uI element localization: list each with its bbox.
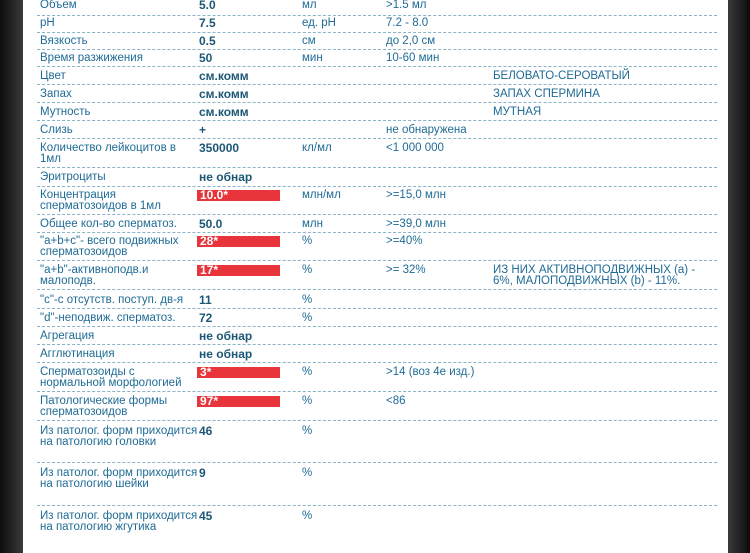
param-name: Запах [40, 88, 72, 100]
param-unit: мин [302, 52, 323, 64]
param-reference: >= 32% [386, 264, 426, 276]
param-value-flagged: 97* [197, 396, 280, 407]
param-value: 50.0 [199, 217, 223, 231]
row-divider [37, 308, 717, 309]
row-divider [37, 120, 717, 121]
page-shadow-right [728, 0, 750, 553]
param-unit: % [302, 425, 313, 437]
param-name: "a+b"-активноподв.и малоподв. [40, 264, 149, 287]
param-value-flagged: 17* [197, 265, 280, 276]
row-divider [37, 326, 717, 327]
param-value: см.комм [199, 87, 249, 101]
param-name: Общее кол-во сперматоз. [40, 218, 177, 230]
row-divider [37, 15, 717, 16]
param-value: 0.5 [199, 34, 216, 48]
param-value: не обнар [199, 329, 253, 343]
param-unit: % [302, 510, 313, 522]
param-value: 11 [199, 293, 212, 307]
param-name: "d"-неподвиж. сперматоз. [40, 312, 176, 324]
param-comment: ИЗ НИХ АКТИВНОПОДВИЖНЫХ (a) - 6%, МАЛОПОДВИЖНЫХ (b) - 11%. [493, 264, 696, 287]
param-value: см.комм [199, 69, 249, 83]
row-divider [37, 84, 717, 85]
param-unit: млн [302, 218, 323, 230]
param-comment: ЗАПАХ СПЕРМИНА [493, 88, 600, 100]
param-name: Объем [40, 0, 77, 11]
row-divider [37, 186, 717, 187]
param-value: + [199, 123, 207, 137]
param-name: Агглютинация [40, 348, 115, 360]
param-reference: <86 [386, 395, 406, 407]
lab-report-page [23, 0, 728, 553]
param-name: Из патолог. форм приходится на патологию шейки [40, 467, 198, 490]
param-comment: МУТНАЯ [493, 106, 542, 118]
param-unit: % [302, 264, 313, 276]
param-name: Цвет [40, 70, 66, 82]
param-value: 45 [199, 509, 213, 523]
param-value-flagged: 3* [197, 367, 280, 378]
param-name: Эритроциты [40, 171, 106, 183]
row-divider [37, 138, 717, 139]
param-value: не обнар [199, 347, 253, 361]
param-unit: % [302, 467, 313, 479]
param-name: Количество лейкоцитов в 1мл [40, 142, 176, 165]
param-value: 350000 [199, 141, 240, 155]
param-name: "c"-с отсутств. поступ. дв-я [40, 294, 184, 306]
param-reference: >=39,0 млн [386, 218, 446, 230]
param-value: 46 [199, 424, 213, 438]
row-divider [37, 289, 717, 290]
param-unit: % [302, 395, 313, 407]
param-name: Агрегация [40, 330, 95, 342]
row-divider [37, 260, 717, 261]
param-unit: см [302, 35, 316, 47]
param-name: pH [40, 17, 55, 29]
param-reference: не обнаружена [386, 124, 467, 136]
param-name: Сперматозоиды с нормальной морфологией [40, 366, 182, 389]
row-divider [37, 505, 717, 506]
param-name: Из патолог. форм приходится на патологию головки [40, 425, 198, 448]
param-name: Из патолог. форм приходится на патологию жгутика [40, 510, 198, 533]
param-value-flagged: 28* [197, 236, 280, 247]
param-unit: кл/мл [302, 142, 332, 154]
param-name: Время разжижения [40, 52, 143, 64]
param-unit: млн/мл [302, 189, 341, 201]
param-reference: >14 (воз 4е изд.) [386, 366, 475, 378]
param-unit: ед. pH [302, 17, 336, 29]
row-divider [37, 49, 717, 50]
row-divider [37, 66, 717, 67]
row-divider [37, 102, 717, 103]
param-reference: 10-60 мин [386, 52, 440, 64]
row-divider [37, 391, 717, 392]
param-unit: мл [302, 0, 317, 11]
row-divider [37, 32, 717, 33]
param-value: см.комм [199, 105, 249, 119]
param-unit: % [302, 294, 313, 306]
row-divider [37, 167, 717, 168]
param-reference: до 2,0 см [386, 35, 436, 47]
param-reference: <1 000 000 [386, 142, 444, 154]
param-value: 7.5 [199, 16, 216, 30]
page-shadow-left [0, 0, 23, 553]
param-reference: 7.2 - 8.0 [386, 17, 429, 29]
param-name: Концентрация сперматозоидов в 1мл [40, 189, 161, 212]
row-divider [37, 420, 717, 421]
row-divider [37, 232, 717, 233]
param-name: Вязкость [40, 35, 88, 47]
row-divider [37, 344, 717, 345]
param-unit: % [302, 366, 313, 378]
param-name: Слизь [40, 124, 73, 136]
row-divider [37, 362, 717, 363]
param-reference: >=15,0 млн [386, 189, 446, 201]
param-name: "a+b+c"- всего подвижных сперматозоидов [40, 235, 179, 258]
param-value: 72 [199, 311, 213, 325]
row-divider [37, 462, 717, 463]
param-unit: % [302, 312, 313, 324]
param-comment: БЕЛОВАТО-СЕРОВАТЫЙ [493, 70, 630, 82]
param-name: Мутность [40, 106, 91, 118]
param-name: Патологические формы сперматозоидов [40, 395, 168, 418]
param-reference: >=40% [386, 235, 423, 247]
param-unit: % [302, 235, 313, 247]
param-value: не обнар [199, 170, 253, 184]
row-divider [37, 214, 717, 215]
param-value: 9 [199, 466, 206, 480]
param-reference: >1.5 мл [386, 0, 427, 11]
param-value: 5.0 [199, 0, 216, 12]
param-value: 50 [199, 51, 213, 65]
param-value-flagged: 10.0* [197, 190, 280, 201]
